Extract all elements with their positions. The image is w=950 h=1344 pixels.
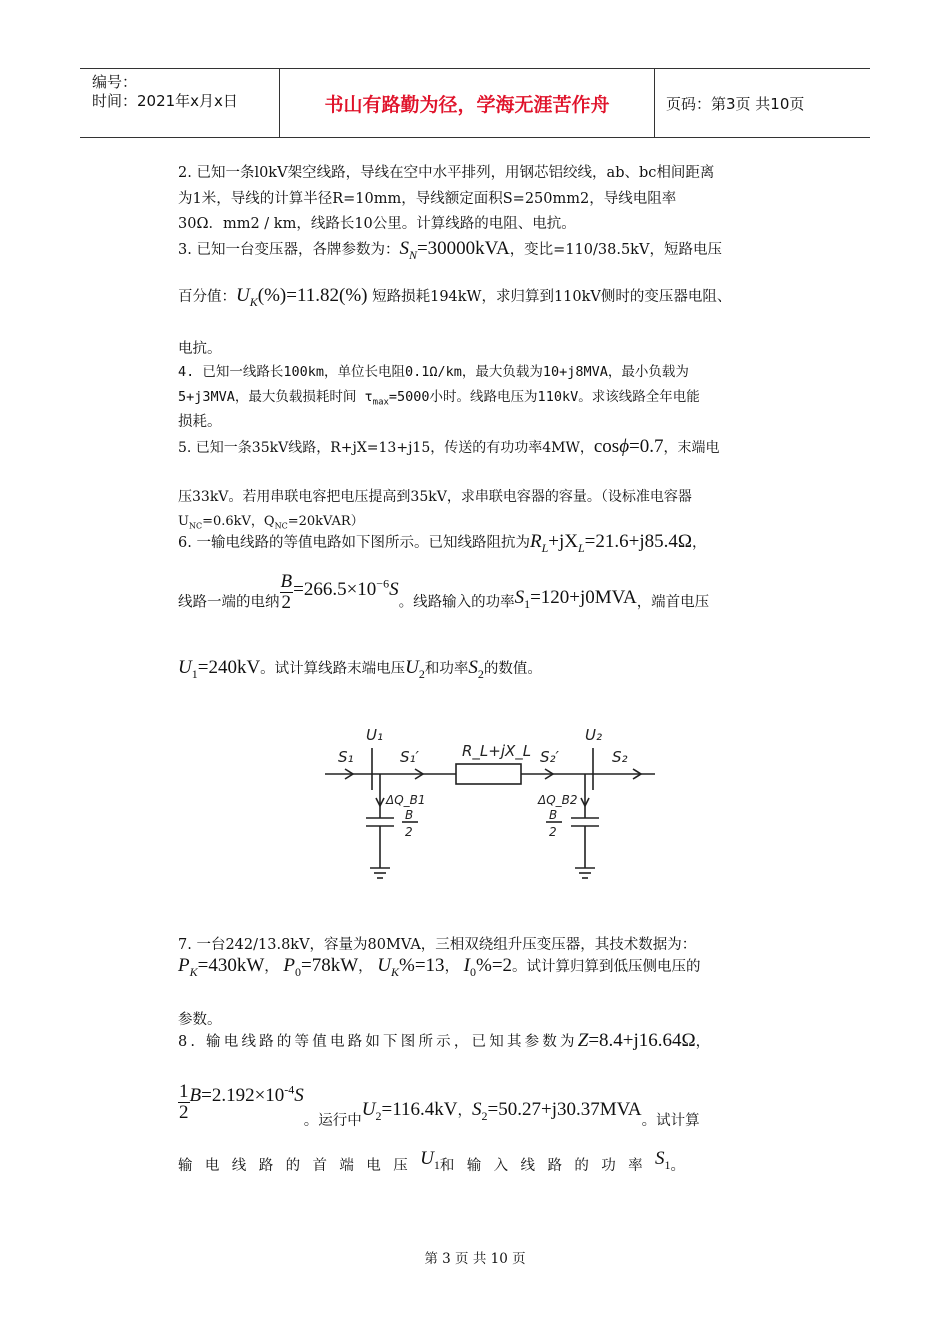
page-footer: 第 3 页 共 10 页 [424,1251,526,1267]
q5-line1: 5. 已知一条35kV线路，R+jX=13+j15，传送的有功功率4MW，cosϕ=0.7，末端电 [178,436,720,457]
q2-line1: 2. 已知一条l0kV架空线路，导线在空中水平排列，用钢芯铝绞线，ab、bc相间距离 [178,165,715,181]
label-b-left-den: 2 [405,825,413,839]
label-b-right-den: 2 [549,825,557,839]
q7-line2: $P_K=430kW$， $P_0=78kW$， $U_K\%=13$， $I_0\%=2$。试计算归算到低压侧电压的 [178,955,701,979]
q4-line3: 损耗。 [178,414,222,430]
label-u1: U₁ [366,726,383,744]
header-page-label: 页码：第3页 共10页 [666,94,805,113]
serial-label: 编号： [92,73,138,91]
q5-line3: $U_{NC}=0.6kV$，$Q_{NC}=20kVAR$） [178,514,364,531]
label-s1p: S₁′ [400,748,419,766]
label-qb1: ΔQ_B1 [386,793,426,807]
page-header [80,68,870,138]
q2-line2: 为1米，导线的计算半径R=10mm，导线额定面积S=250mm2，导线电阻率 [178,191,677,207]
q5-line2: 压33kV。若用串联电容把电压提高到35kV，求串联电容器的容量。（设标准电容器 [178,489,692,505]
q3-line2: 百分值：$U_K(\%)=11.82(\%)$ 短路损耗194kW，求归算到110kV侧时的变压器电阻、 [178,285,732,309]
impedance-box [456,764,521,784]
q4-line1: 4. 已知一线路长100km，单位长电阻0.1Ω/km，最大负载为10+j8MVA，最小负载为 [178,364,689,380]
q8-line2: $\frac{1}{2}$ $B=2.192\times 10^{-4}S$。运行中$U_2=116.4kV$，$S_2=50.27+j30.37MVA$。试计算 [179,1081,700,1129]
header-motto: 书山有路勤为径，学海无涯苦作舟 [280,69,655,137]
label-qb2: ΔQ_B2 [538,793,578,807]
q8-line1: 8. 输电线路的等值电路如下图所示，已知其参数为Z=8.4+j16.64Ω， [178,1030,714,1051]
q6-line3: $U_1=240kV$。试计算线路末端电压$U_2$和功率$S_2$的数值。 [178,657,542,681]
time-label: 时间：2021年x月x日 [92,92,238,110]
q7-line1: 7. 一台242/13.8kV，容量为80MVA，三相双绕组升压变压器，其技术数据为： [178,937,697,953]
q6-line1: 6. 一输电线路的等值电路如下图所示。已知线路阻抗为$R_L+jX_L=21.6+j85.4\Omega$， [178,531,707,555]
header-meta [80,69,280,137]
q4-line2: 5+j3MVA，最大负载损耗时间 $\tau_{max}=5000$小时。线路电压为110kV。求该线路全年电能 [178,389,700,408]
q3-line3: 电抗。 [178,341,222,357]
label-s2p: S₂′ [540,748,559,766]
label-u2: U₂ [585,726,602,744]
q8-line3: 输电线路的首端电压$U_1$和输入线路的功率$S_1$。 [178,1148,698,1174]
q6-line2: 线路一端的电纳 $\frac{B}{2}$ $=266.5\times 10^{-6}S$。线路输入的功率$S_1=120+j0MVA$，端首电压 [178,571,710,613]
label-s2: S₂ [612,748,628,766]
label-b-left-num: B [405,808,414,822]
label-impedance: R_L+jX_L [462,742,532,760]
label-s1: S₁ [338,748,354,766]
q3-line1: 3. 已知一台变压器，各牌参数为：$S_N=30000kVA$，变比=110/38.5kV，短路电压 [178,238,722,262]
equivalent-circuit-diagram [320,718,660,896]
q2-line3: 30Ω．mm2 / km，线路长10公里。计算线路的电阻、电抗。 [178,216,576,232]
q7-line3: 参数。 [178,1012,222,1028]
label-b-right-num: B [549,808,558,822]
